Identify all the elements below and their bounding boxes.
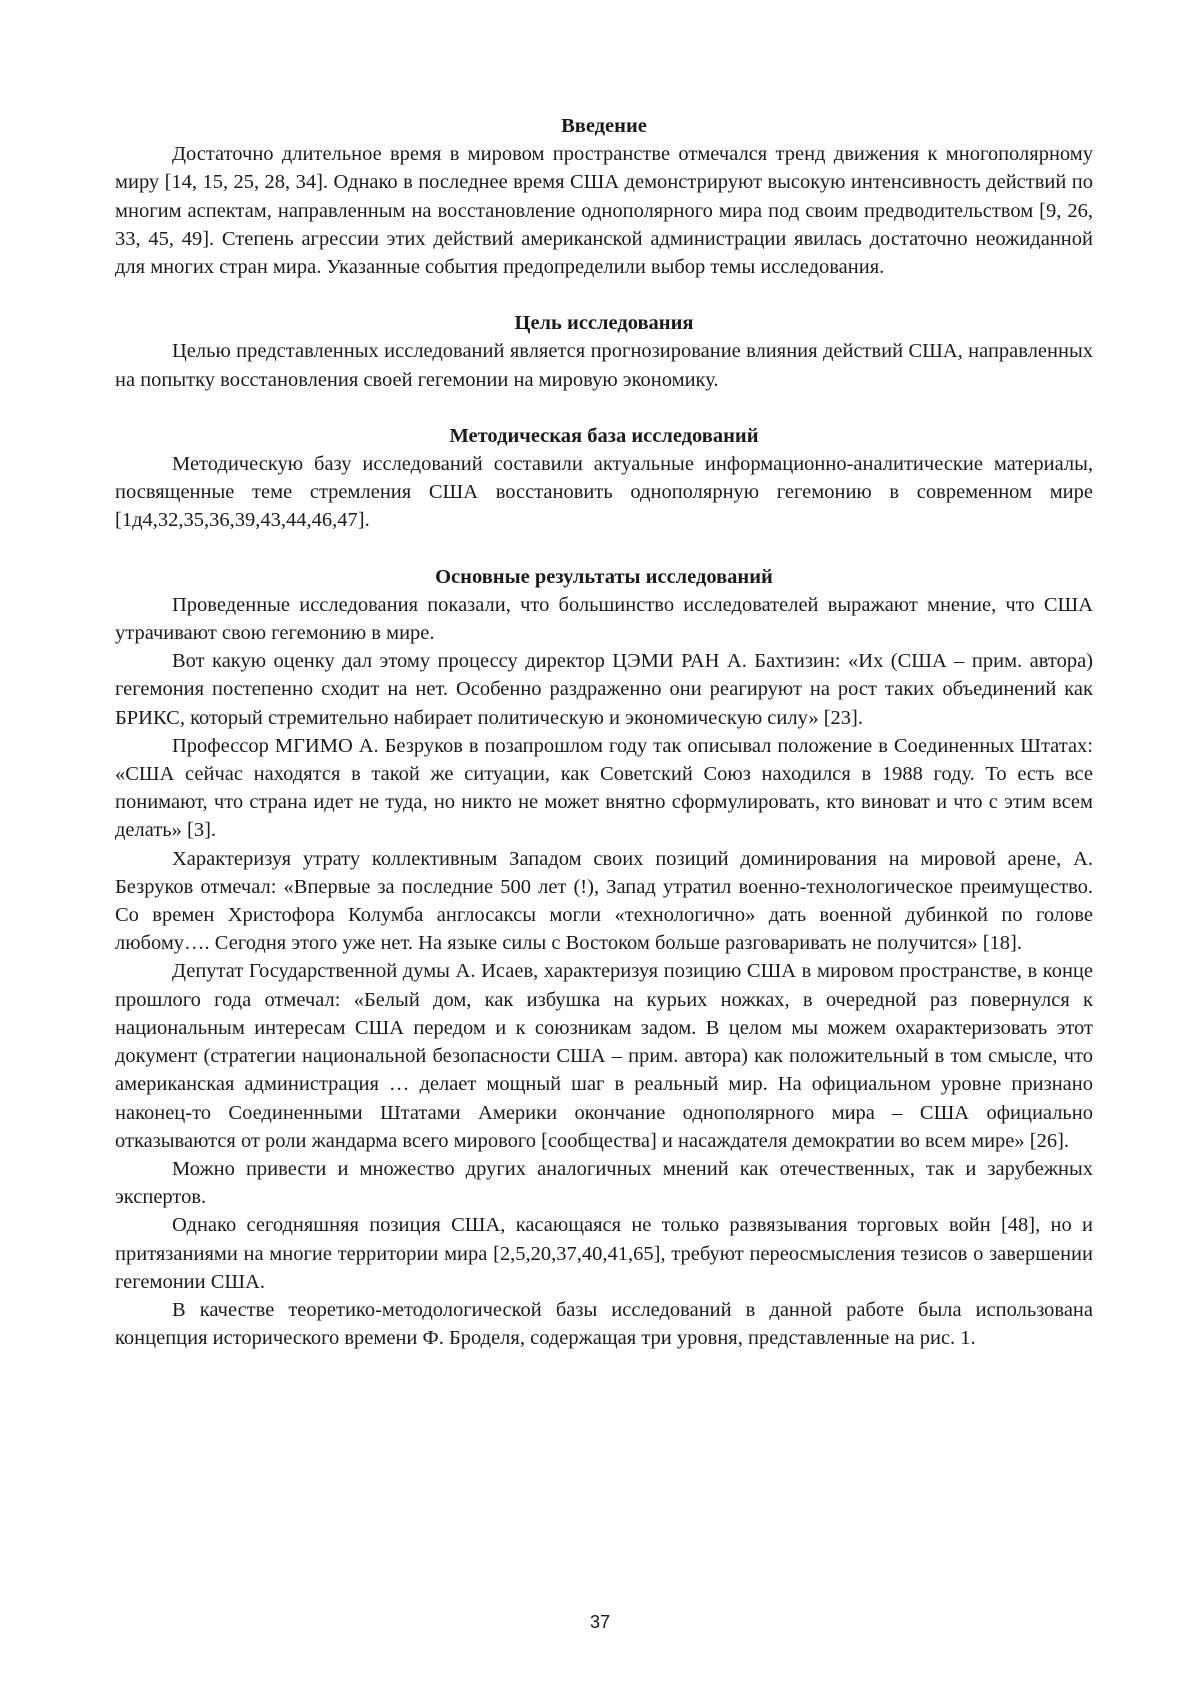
paragraph: Вот какую оценку дал этому процессу директор ЦЭМИ РАН А. Бахтизин: «Их (США – прим. автора) гегемония постепенно сходит на нет. Особенно раздраженно они реагируют на рост таких объединений как БРИКС, который стремительно набирает политическую и экономическую силу» [23]. [115,650,1093,729]
page-number: 37 [589,1612,611,1632]
section-heading: Основные результаты исследований [435,565,773,588]
section-heading: Введение [561,115,647,137]
section-heading: Цель исследования [514,312,694,335]
paragraph: Достаточно длительное время в мировом пространстве отмечался тренд движения к многополярному миру [14, 15, 25, 28, 34]. Однако в последнее время США демонстрируют высокую интенсивность действий по многим аспектам, направленным на восстановление однополярного мира под своим предводительством [9, 26, 33, 45, 49]. Степень агрессии этих действий американской администрации явилась достаточно неожиданной для многих стран мира. Указанные события предопределили выбор темы исследования. [115,143,1093,279]
paragraph: Однако сегодняшняя позиция США, касающаяся не только развязывания торговых войн [48], но и притязаниями на многие территории мира [2,5,20,37,40,41,65], требуют переосмысления тезисов о завершении гегемонии США. [115,1214,1093,1293]
paragraph: Методическую базу исследований составили актуальные информационно-аналитические материалы, посвященные теме стремления США восстановить однополярную гегемонию в современном мире [1д4,32,35,36,39,43,44,46,47]. [115,453,1093,532]
section-heading: Методическая база исследований [449,424,759,447]
section-method [115,422,1093,535]
paragraph: В качестве теоретико-методологической базы исследований в данной работе была использована концепция исторического времени Ф. Броделя, содержащая три уровня, представленные на рис. 1. [115,1298,1093,1350]
paragraph: Депутат Государственной думы А. Исаев, характеризуя позицию США в мировом пространстве, в конце прошлого года отмечал: «Белый дом, как избушка на курьих ножках, в очередной раз повернулся к национальным интересам США передом и к союзникам задом. В целом мы можем охарактеризовать этот документ (стратегии национальной безопасности США – прим. автора) как положительный в том смысле, что американская администрация … делает мощный шаг в реальный мир. На официальном уровне признано наконец-то Соединенными Штатами Америки окончание однополярного мира – США официально отказываются от роли жандарма всего мирового [сообщества] и насаждателя демократии во всем мире» [26]. [115,960,1093,1152]
paragraph: Целью представленных исследований является прогнозирование влияния действий США, направленных на попытку восстановления своей гегемонии на мировую экономику. [115,340,1093,391]
paragraph: Проведенные исследования показали, что большинство исследователей выражают мнение, что США утрачивают свою гегемонию в мире. [115,593,1093,645]
section-introduction [115,112,1093,281]
paragraph: Можно привести и множество других аналогичных мнений как отечественных, так и зарубежных экспертов. [115,1157,1093,1209]
section-results [115,563,1093,1353]
page-content [115,112,1093,1352]
paragraph: Профессор МГИМО А. Безруков в позапрошлом году так описывал положение в Соединенных Штатах: «США сейчас находятся в такой же ситуации, как Советский Союз находился в 1988 году. То есть все понимают, что страна идет не туда, но никто не может внятно сформулировать, кто виноват и что с этим всем делать» [3]. [115,734,1093,842]
section-goal [115,309,1093,394]
paragraph: Характеризуя утрату коллективным Западом своих позиций доминирования на мировой арене, А. Безруков отмечал: «Впервые за последние 500 лет (!), Запад утратил военно-технологическое преимущество. Со времен Христофора Колумба англосаксы могли «технологично» дать военной дубинкой по голове любому…. Сегодня этого уже нет. На языке силы с Востоком больше разговаривать не получится» [18]. [115,847,1093,955]
